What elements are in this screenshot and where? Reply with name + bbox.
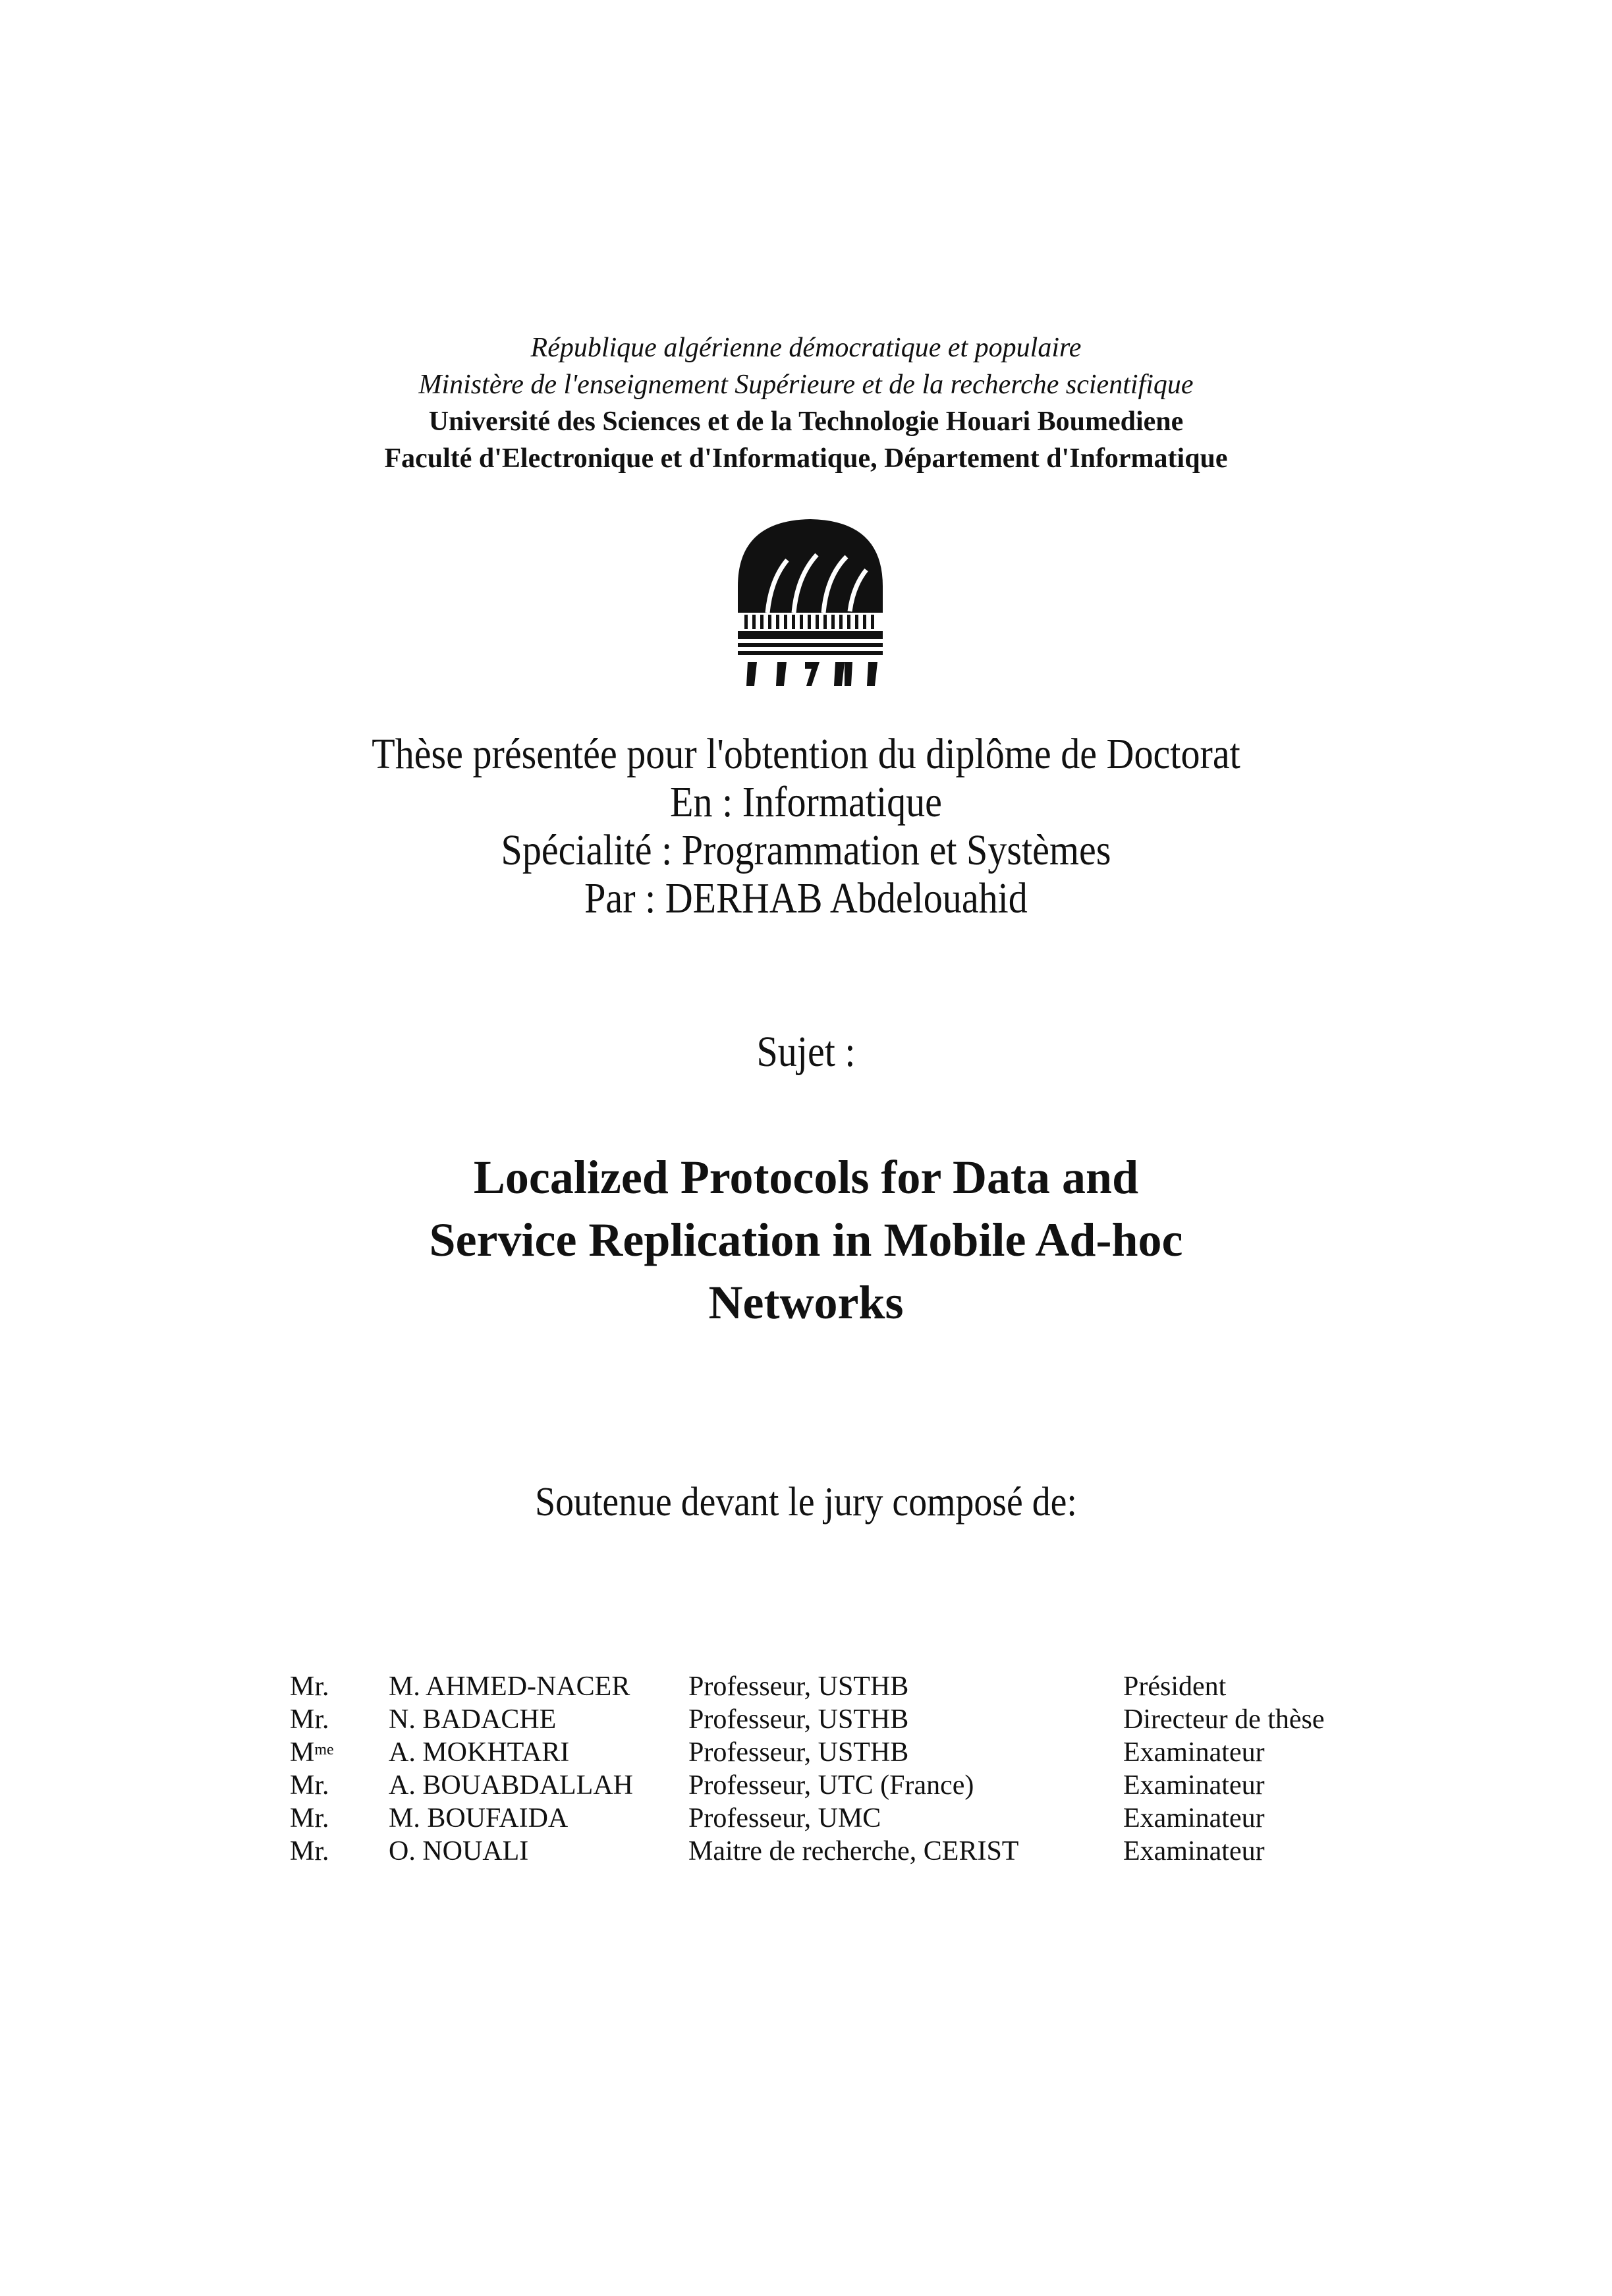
jury-role: Examinateur xyxy=(1123,1803,1265,1834)
subject-label: Sujet : xyxy=(756,1028,856,1076)
jury-title: Mr. xyxy=(290,1836,329,1866)
usthb-logo-icon xyxy=(731,514,889,692)
institution-header xyxy=(0,329,1612,477)
jury-row xyxy=(0,1769,1612,1802)
title-line-2: Service Replication in Mobile Ad-hoc xyxy=(429,1214,1183,1266)
thesis-author: Par : DERHAB Abdelouahid xyxy=(584,874,1028,922)
header-university: Université des Sciences et de la Technologie Houari Boumediene xyxy=(428,406,1184,437)
jury-title: Mr. xyxy=(290,1803,329,1834)
jury-intro: Soutenue devant le jury composé de: xyxy=(535,1480,1077,1525)
jury-name: O. NOUALI xyxy=(389,1836,529,1866)
jury-name: N. BADACHE xyxy=(389,1704,557,1735)
jury-title-base: M xyxy=(290,1737,315,1768)
jury-row xyxy=(0,1736,1612,1769)
jury-affiliation: Professeur, USTHB xyxy=(688,1704,909,1735)
thesis-specialty: Spécialité : Programmation et Systèmes xyxy=(501,826,1111,874)
jury-affiliation: Professeur, UMC xyxy=(688,1803,881,1834)
jury-name: A. MOKHTARI xyxy=(389,1737,570,1768)
jury-affiliation: Maitre de recherche, CERIST xyxy=(688,1836,1019,1866)
thesis-field: En : Informatique xyxy=(670,778,942,826)
header-faculty: Faculté d'Electronique et d'Informatique, Département d'Informatique xyxy=(384,443,1228,474)
jury-row xyxy=(0,1802,1612,1835)
jury-role: Examinateur xyxy=(1123,1737,1265,1768)
jury-affiliation: Professeur, USTHB xyxy=(688,1671,909,1702)
jury-name: M. AHMED-NACER xyxy=(389,1671,630,1702)
jury-title-sup: me xyxy=(314,1741,334,1758)
jury-affiliation: Professeur, UTC (France) xyxy=(688,1770,974,1801)
jury-title: Mr. xyxy=(290,1704,329,1735)
jury-row xyxy=(0,1670,1612,1703)
jury-title: Mr. xyxy=(290,1770,329,1801)
jury-table xyxy=(0,1670,1612,1868)
jury-role: Directeur de thèse xyxy=(1123,1704,1325,1735)
jury-title xyxy=(290,1736,334,1769)
header-ministry: Ministère de l'enseignement Supérieure et de la recherche scientifique xyxy=(418,370,1194,400)
thesis-degree: Thèse présentée pour l'obtention du diplôme de Doctorat xyxy=(372,730,1240,778)
jury-affiliation: Professeur, USTHB xyxy=(688,1737,909,1768)
jury-role: Examinateur xyxy=(1123,1770,1265,1801)
jury-name: M. BOUFAIDA xyxy=(389,1803,569,1834)
title-line-1: Localized Protocols for Data and xyxy=(473,1151,1139,1204)
jury-title: Mr. xyxy=(290,1671,329,1702)
thesis-title xyxy=(0,1146,1612,1334)
jury-name: A. BOUABDALLAH xyxy=(389,1770,633,1801)
thesis-info xyxy=(97,730,1515,922)
jury-role: Examinateur xyxy=(1123,1836,1265,1866)
title-line-3: Networks xyxy=(708,1276,904,1329)
jury-role: Président xyxy=(1123,1671,1227,1702)
header-republic: République algérienne démocratique et populaire xyxy=(530,333,1082,363)
jury-row xyxy=(0,1703,1612,1736)
jury-row xyxy=(0,1835,1612,1868)
